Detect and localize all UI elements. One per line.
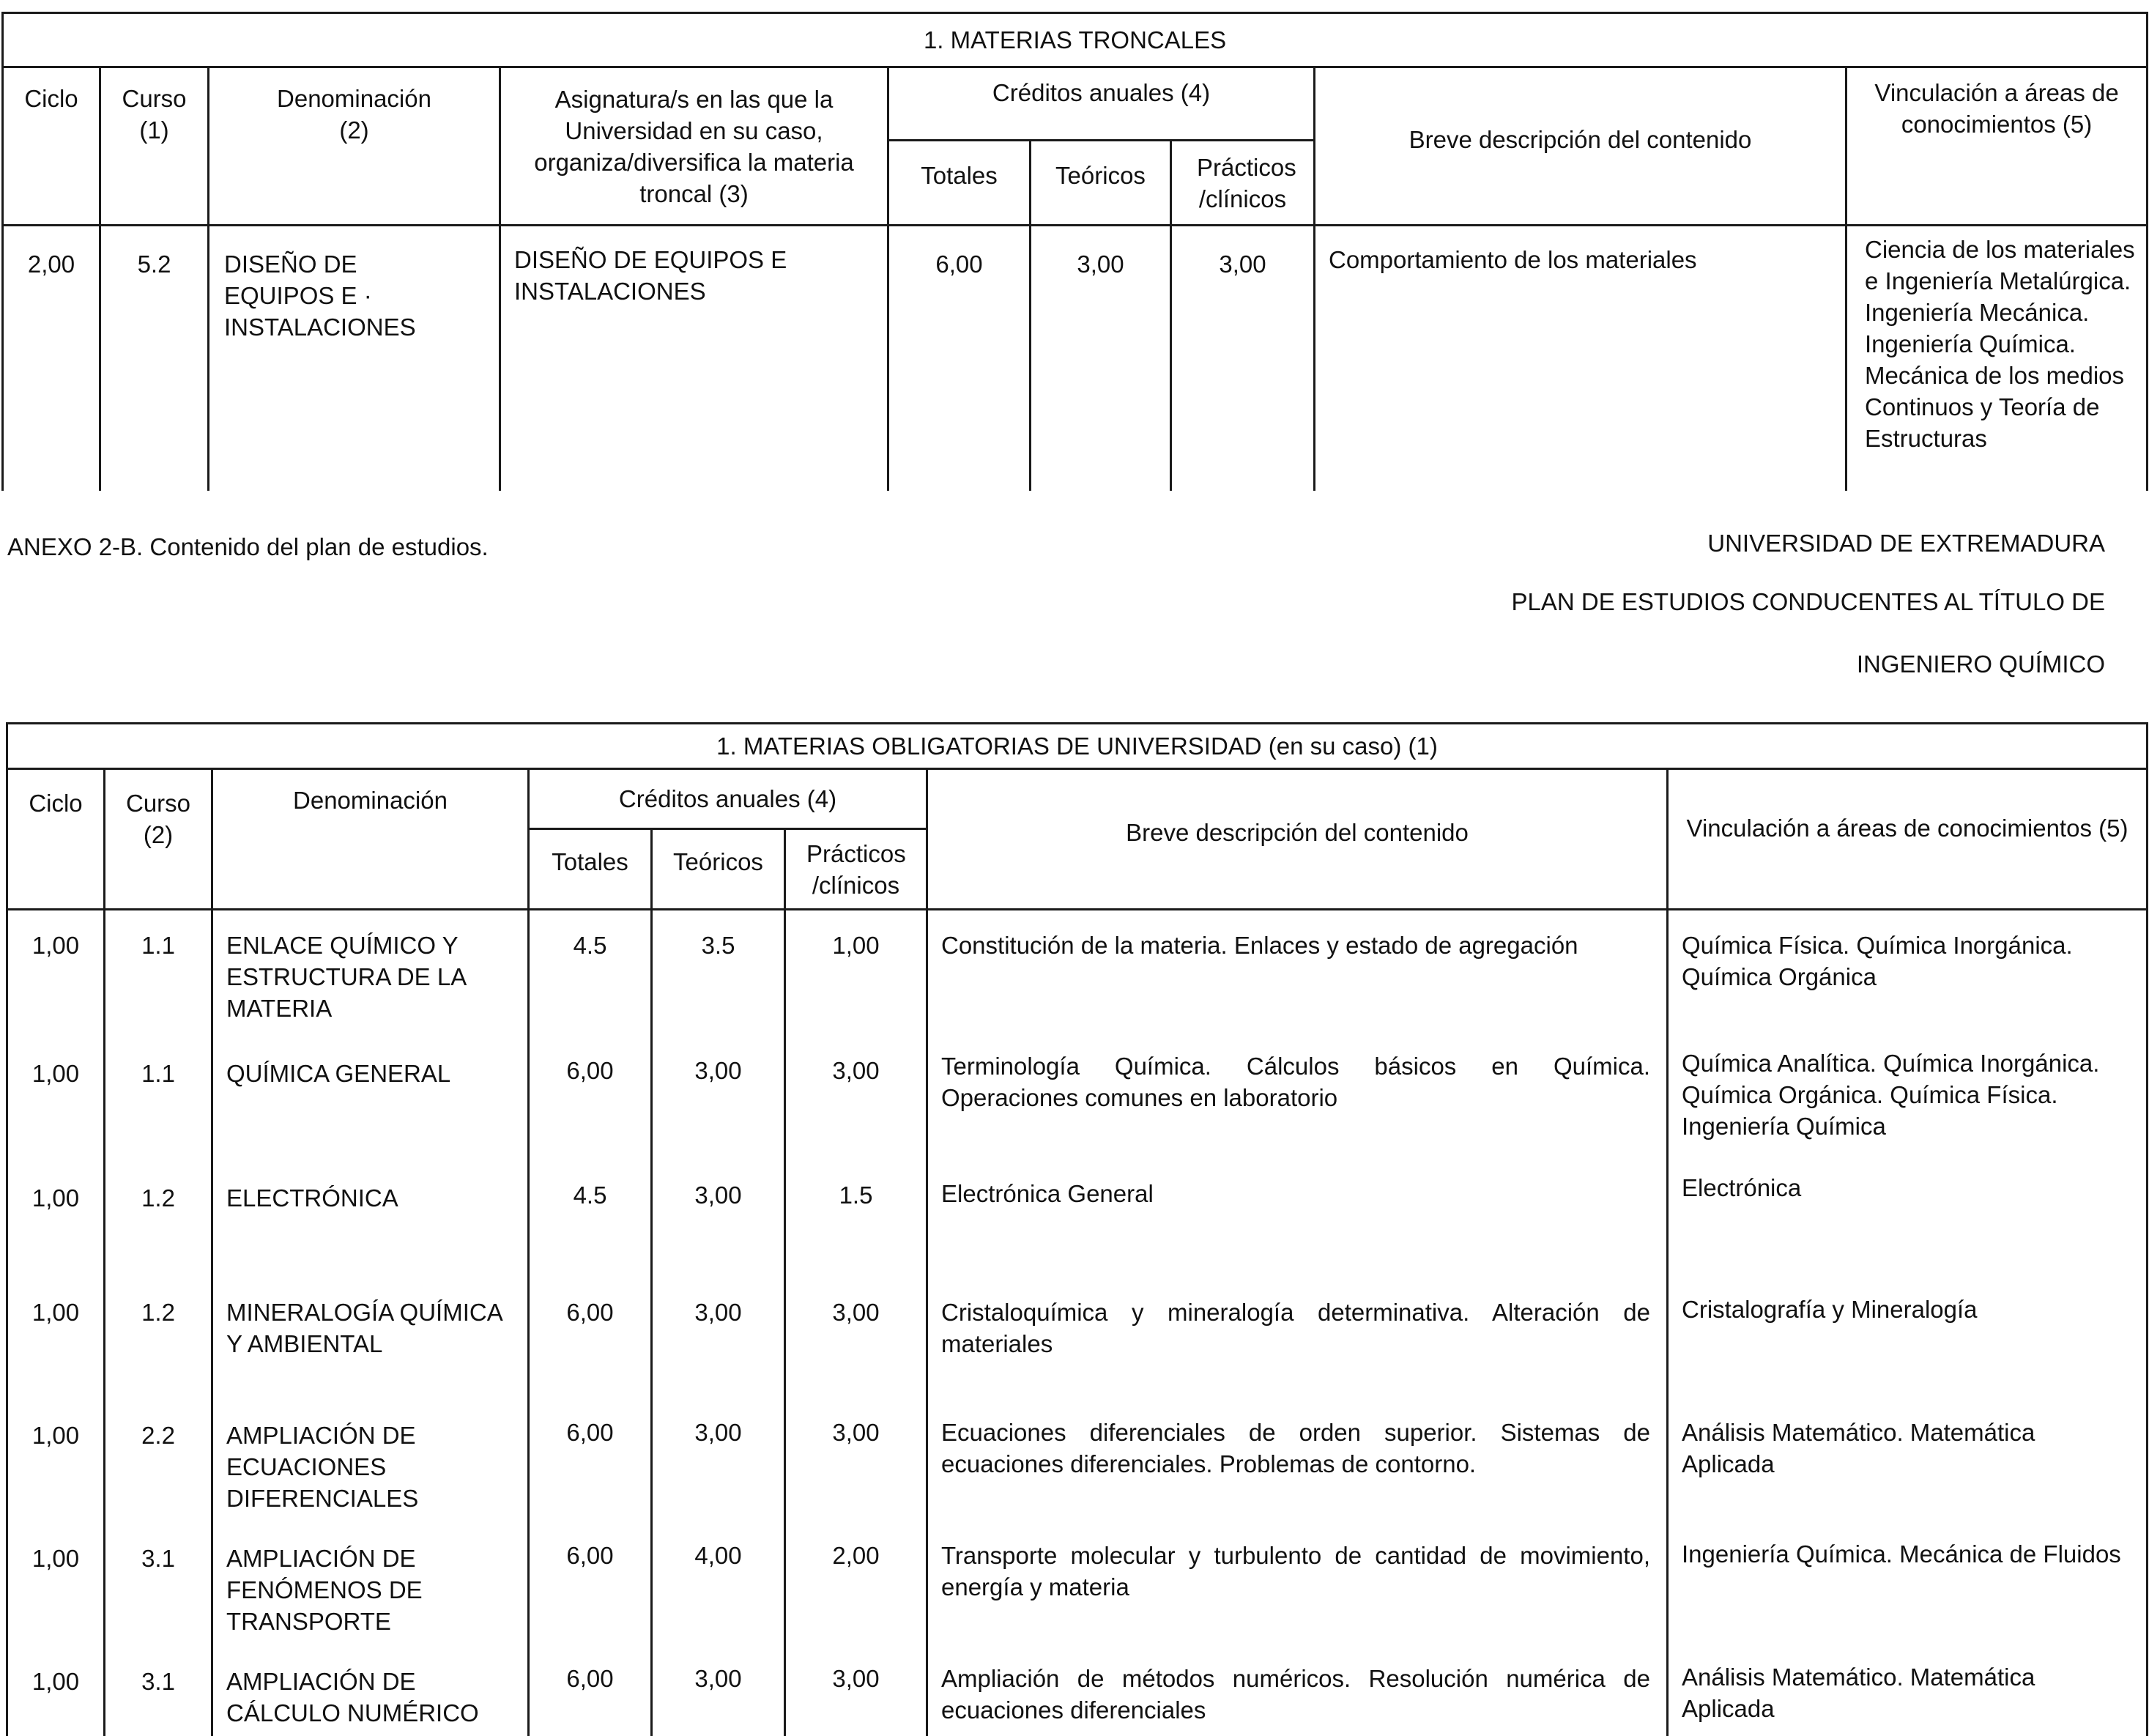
denominacion-cell: ENLACE QUÍMICO Y ESTRUCTURA DE LA MATERIA [212, 910, 529, 1033]
practicos-cell: 2,00 [785, 1525, 927, 1648]
denominacion-cell: AMPLIACIÓN DE ECUACIONES DIFERENCIALES [212, 1402, 529, 1525]
descripcion-cell: Constitución de la materia. Enlaces y estado de agregación [927, 910, 1668, 1033]
practicos-cell: 3,00 [785, 1279, 927, 1402]
denominacion-cell: DISEÑO DE EQUIPOS E · INSTALACIONES [209, 226, 500, 491]
plan-title: PLAN DE ESTUDIOS CONDUCENTES AL TÍTULO DE [1511, 588, 2105, 615]
descripcion-cell: Comportamiento de los materiales [1315, 226, 1846, 491]
practicos-cell: 3,00 [785, 1033, 927, 1156]
col-denominacion-header: Denominación (2) [209, 67, 500, 226]
col-totales-header: Totales [529, 829, 652, 910]
degree-title: INGENIERO QUÍMICO [1856, 650, 2105, 678]
col-teoricos-header: Teóricos [1031, 141, 1171, 226]
ciclo-cell: 1,00 [7, 1525, 105, 1648]
teoricos-cell: 3,00 [652, 1156, 785, 1279]
curso-cell: 1.1 [105, 910, 212, 1033]
table-row [7, 1648, 2148, 1736]
table-row [7, 1525, 2148, 1648]
table-row [3, 226, 2148, 491]
vinculacion-cell: Cristalografía y Mineralogía [1668, 1279, 2148, 1402]
practicos-cell: 3,00 [785, 1402, 927, 1525]
col-curso-header: Curso (2) [105, 769, 212, 910]
ciclo-cell: 1,00 [7, 1156, 105, 1279]
obligatorias-title: 1. MATERIAS OBLIGATORIAS DE UNIVERSIDAD (en su caso) (1) [7, 724, 2148, 769]
totales-cell: 6,00 [529, 1033, 652, 1156]
obligatorias-table [6, 722, 2148, 1736]
col-practicos-header: Prácticos /clínicos [1171, 141, 1315, 226]
vinculacion-cell: Química Física. Química Inorgánica. Química Orgánica [1668, 910, 2148, 1033]
practicos-cell: 3,00 [1171, 226, 1315, 491]
descripcion-cell: Electrónica General [927, 1156, 1668, 1279]
table-row [7, 1402, 2148, 1525]
totales-cell: 6,00 [529, 1402, 652, 1525]
teoricos-cell: 3,00 [652, 1648, 785, 1736]
ciclo-cell: 2,00 [3, 226, 100, 491]
vinculacion-cell: Química Analítica. Química Inorgánica. Química Orgánica. Química Física. Ingeniería Química [1668, 1033, 2148, 1156]
totales-cell: 6,00 [529, 1525, 652, 1648]
teoricos-cell: 3,00 [652, 1279, 785, 1402]
descripcion-cell: Ecuaciones diferenciales de orden superior. Sistemas de ecuaciones diferenciales. Problemas de contorno. [927, 1402, 1668, 1525]
teoricos-cell: 3,00 [1031, 226, 1171, 491]
col-creditos-header: Créditos anuales (4) [888, 67, 1315, 141]
curso-cell: 3.1 [105, 1648, 212, 1736]
curso-cell: 1.2 [105, 1279, 212, 1402]
curso-cell: 1.1 [105, 1033, 212, 1156]
col-practicos-header: Prácticos /clínicos [785, 829, 927, 910]
denominacion-cell: AMPLIACIÓN DE FENÓMENOS DE TRANSPORTE [212, 1525, 529, 1648]
teoricos-cell: 3,00 [652, 1033, 785, 1156]
ciclo-cell: 1,00 [7, 1279, 105, 1402]
troncales-title: 1. MATERIAS TRONCALES [3, 13, 2148, 67]
curso-cell: 1.2 [105, 1156, 212, 1279]
table-row [7, 910, 2148, 1033]
col-asignatura-header: Asignatura/s en las que la Universidad en su caso, organiza/diversifica la materia troncal (3) [500, 67, 888, 226]
denominacion-cell: ELECTRÓNICA [212, 1156, 529, 1279]
descripcion-cell: Terminología Química. Cálculos básicos en Química. Operaciones comunes en laboratorio [927, 1033, 1668, 1156]
totales-cell: 6,00 [529, 1279, 652, 1402]
descripcion-cell: Transporte molecular y turbulento de cantidad de movimiento, energía y materia [927, 1525, 1668, 1648]
col-vinculacion-header: Vinculación a áreas de conocimientos (5) [1846, 67, 2148, 226]
col-teoricos-header: Teóricos [652, 829, 785, 910]
descripcion-cell: Ampliación de métodos numéricos. Resolución numérica de ecuaciones diferenciales [927, 1648, 1668, 1736]
ciclo-cell: 1,00 [7, 1648, 105, 1736]
asignatura-cell: DISEÑO DE EQUIPOS E INSTALACIONES [500, 226, 888, 491]
ciclo-cell: 1,00 [7, 910, 105, 1033]
col-totales-header: Totales [888, 141, 1031, 226]
totales-cell: 4.5 [529, 910, 652, 1033]
col-ciclo-header: Ciclo [7, 769, 105, 910]
col-descripcion-header: Breve descripción del contenido [1315, 67, 1846, 226]
col-ciclo-header: Ciclo [3, 67, 100, 226]
practicos-cell: 1,00 [785, 910, 927, 1033]
annex-label: ANEXO 2-B. Contenido del plan de estudios. [7, 533, 489, 560]
col-creditos-header: Créditos anuales (4) [529, 769, 927, 829]
teoricos-cell: 3.5 [652, 910, 785, 1033]
denominacion-cell: MINERALOGÍA QUÍMICA Y AMBIENTAL [212, 1279, 529, 1402]
vinculacion-cell: Análisis Matemático. Matemática Aplicada [1668, 1648, 2148, 1736]
teoricos-cell: 3,00 [652, 1402, 785, 1525]
practicos-cell: 1.5 [785, 1156, 927, 1279]
table-row [7, 1033, 2148, 1156]
vinculacion-cell: Ciencia de los materiales e Ingeniería Metalúrgica. Ingeniería Mecánica. Ingeniería Química. Mecánica de los medios Continuos y Teoría de Estructuras [1846, 226, 2148, 491]
curso-cell: 5.2 [100, 226, 209, 491]
vinculacion-cell: Ingeniería Química. Mecánica de Fluidos [1668, 1525, 2148, 1648]
totales-cell: 6,00 [529, 1648, 652, 1736]
descripcion-cell: Cristaloquímica y mineralogía determinativa. Alteración de materiales [927, 1279, 1668, 1402]
col-descripcion-header: Breve descripción del contenido [927, 769, 1668, 910]
col-vinculacion-header: Vinculación a áreas de conocimientos (5) [1668, 769, 2148, 910]
curso-cell: 2.2 [105, 1402, 212, 1525]
table-row [7, 1156, 2148, 1279]
university-name: UNIVERSIDAD DE EXTREMADURA [1707, 530, 2105, 557]
col-denominacion-header: Denominación [212, 769, 529, 910]
totales-cell: 4.5 [529, 1156, 652, 1279]
totales-cell: 6,00 [888, 226, 1031, 491]
troncales-table [1, 12, 2148, 491]
col-curso-header: Curso (1) [100, 67, 209, 226]
denominacion-cell: QUÍMICA GENERAL [212, 1033, 529, 1156]
vinculacion-cell: Electrónica [1668, 1156, 2148, 1279]
ciclo-cell: 1,00 [7, 1033, 105, 1156]
vinculacion-cell: Análisis Matemático. Matemática Aplicada [1668, 1402, 2148, 1525]
denominacion-cell: AMPLIACIÓN DE CÁLCULO NUMÉRICO [212, 1648, 529, 1736]
teoricos-cell: 4,00 [652, 1525, 785, 1648]
curso-cell: 3.1 [105, 1525, 212, 1648]
ciclo-cell: 1,00 [7, 1402, 105, 1525]
practicos-cell: 3,00 [785, 1648, 927, 1736]
table-row [7, 1279, 2148, 1402]
